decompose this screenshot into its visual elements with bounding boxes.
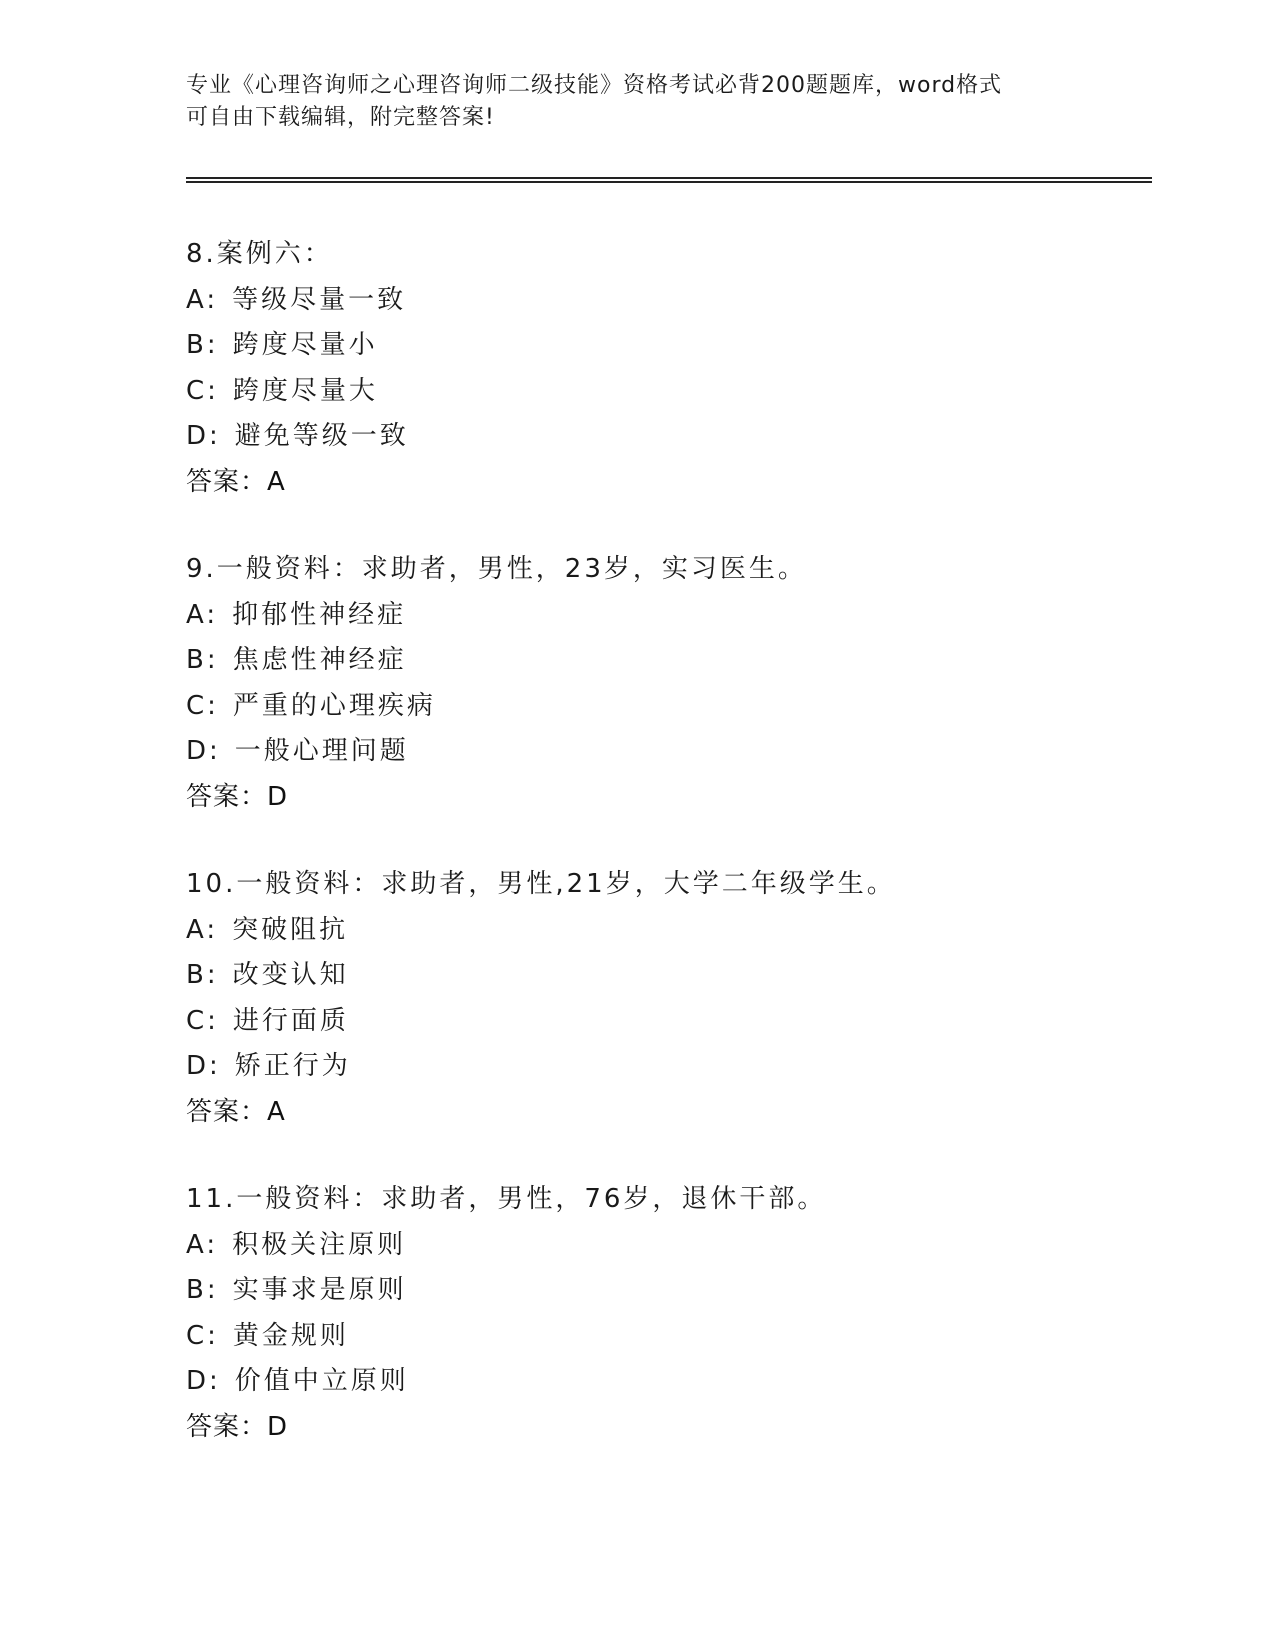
answer-line: 答案：A — [186, 1096, 286, 1127]
option-b — [186, 953, 1146, 999]
option-a — [186, 278, 1146, 324]
option-text: 跨度尽量小 — [232, 330, 378, 360]
option-label: B: — [186, 645, 219, 675]
option-text: 抑郁性神经症 — [232, 599, 407, 630]
option-label: B: — [186, 330, 219, 360]
document-header — [186, 70, 1066, 134]
option-label: D: — [186, 736, 221, 766]
option-b — [186, 1268, 1146, 1314]
option-text: 跨度尽量大 — [232, 375, 378, 406]
option-label: C: — [186, 690, 219, 721]
answer-line: 答案：D — [186, 1411, 289, 1442]
option-a — [186, 1223, 1146, 1269]
option-label: D: — [186, 1366, 221, 1396]
option-text: 改变认知 — [232, 960, 349, 990]
option-d — [186, 1359, 1146, 1405]
header-divider — [186, 177, 1152, 183]
option-text: 积极关注原则 — [232, 1229, 407, 1260]
option-label: A: — [186, 914, 219, 945]
option-text: 黄金规则 — [232, 1320, 349, 1351]
option-text: 一般心理问题 — [234, 736, 409, 766]
option-text: 价值中立原则 — [234, 1366, 409, 1396]
header-line-2: 可自由下载编辑，附完整答案! — [186, 105, 495, 130]
question-stem: 8.案例六： — [186, 239, 333, 269]
option-label: A: — [186, 284, 219, 315]
option-text: 突破阻抗 — [232, 914, 349, 945]
question-10 — [186, 862, 1146, 1135]
question-stem: 10.一般资料：求助者，男性,21岁，大学二年级学生。 — [186, 869, 896, 899]
header-line-1: 专业《心理咨询师之心理咨询师二级技能》资格考试必背200题题库，word格式 — [186, 73, 1003, 98]
question-9 — [186, 547, 1146, 820]
option-label: C: — [186, 1005, 219, 1036]
question-list — [186, 232, 1146, 1492]
answer-line: 答案：A — [186, 466, 286, 497]
option-text: 避免等级一致 — [234, 421, 409, 451]
option-d — [186, 414, 1146, 460]
option-a — [186, 908, 1146, 954]
option-b — [186, 323, 1146, 369]
question-8 — [186, 232, 1146, 505]
option-c — [186, 999, 1146, 1045]
option-b — [186, 638, 1146, 684]
option-text: 矫正行为 — [234, 1051, 351, 1081]
option-label: C: — [186, 1320, 219, 1351]
option-label: D: — [186, 421, 221, 451]
option-d — [186, 729, 1146, 775]
question-stem: 9.一般资料：求助者，男性，23岁，实习医生。 — [186, 554, 807, 584]
option-label: B: — [186, 960, 219, 990]
option-c — [186, 369, 1146, 415]
question-11 — [186, 1177, 1146, 1450]
answer-line: 答案：D — [186, 781, 289, 812]
option-label: B: — [186, 1275, 219, 1305]
option-c — [186, 1314, 1146, 1360]
option-label: A: — [186, 1229, 219, 1260]
option-text: 进行面质 — [232, 1005, 349, 1036]
option-text: 焦虑性神经症 — [232, 645, 407, 675]
option-text: 等级尽量一致 — [232, 284, 407, 315]
option-text: 严重的心理疾病 — [232, 690, 436, 721]
option-c — [186, 684, 1146, 730]
option-label: A: — [186, 599, 219, 630]
option-label: D: — [186, 1051, 221, 1081]
option-label: C: — [186, 375, 219, 406]
option-a — [186, 593, 1146, 639]
option-d — [186, 1044, 1146, 1090]
option-text: 实事求是原则 — [232, 1275, 407, 1305]
question-stem: 11.一般资料：求助者，男性，76岁，退休干部。 — [186, 1184, 827, 1214]
